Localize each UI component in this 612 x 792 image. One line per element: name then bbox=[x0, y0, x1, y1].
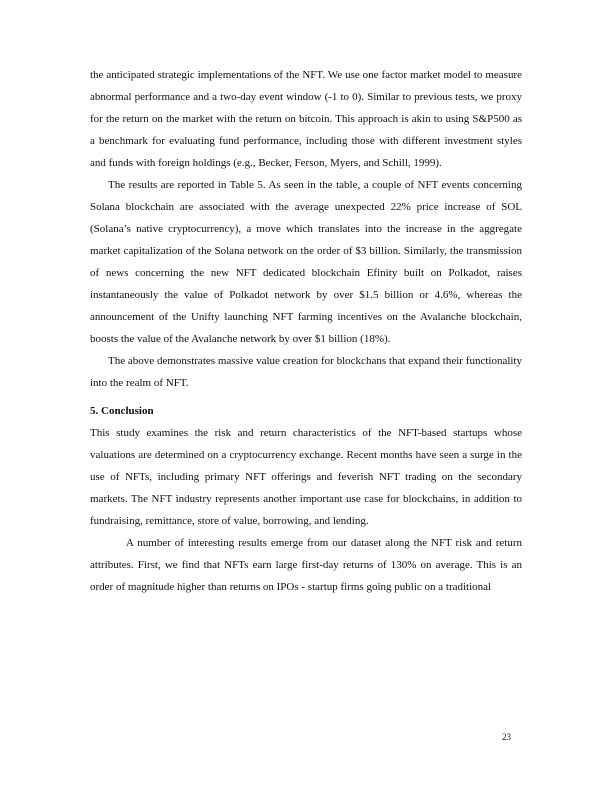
paragraph-continuation: the anticipated strategic implementations of the NFT. We use one factor market model to measure abnormal performance and a two-day event window (-1 to 0). Similar to previous tests, we proxy for the return on the market with the return on bitcoin. This approach is akin to using S&P500 as a benchmark for evaluating fund performance, including those with different investment styles and funds with foreign holdings (e.g., Becker, Ferson, Myers, and Schill, 1999). bbox=[90, 69, 522, 169]
paragraph-conclusion-results: A number of interesting results emerge from our dataset along the NFT risk and return attributes. First, we find that NFTs earn large first-day returns of 130% on average. This is an order of magnitude higher than returns on IPOs - startup firms going public on a traditional bbox=[90, 537, 522, 593]
section-heading-conclusion: 5. Conclusion bbox=[90, 405, 154, 417]
paragraph-value-creation: The above demonstrates massive value creation for blockchans that expand their functionality into the realm of NFT. bbox=[90, 355, 522, 389]
page-number: 23 bbox=[502, 732, 511, 742]
paragraph-results: The results are reported in Table 5. As seen in the table, a couple of NFT events concerning Solana blockchain are associated with the average unexpected 22% price increase of SOL (Solana’s native cryptocurrency), a move which translates into the increase in the aggregate market capitalization of the Solana network on the order of $3 billion. Similarly, the transmission of news concerning the new NFT dedicated blockchain Efinity built on Polkadot, raises instantaneously the value of Polkadot network by over $1.5 billion or 4.6%, whereas the announcement of the Unifty launching NFT farming incentives on the Avalanche blockchain, boosts the value of the Avalanche network by over $1 billion (18%). bbox=[90, 179, 522, 345]
page-body bbox=[90, 64, 522, 598]
paragraph-conclusion-intro: This study examines the risk and return characteristics of the NFT-based startups whose valuations are determined on a cryptocurrency exchange. Recent months have seen a surge in the use of NFTs, including primary NFT offerings and feverish NFT trading on the secondary markets. The NFT industry represents another important use case for blockchains, in addition to fundraising, remittance, store of value, borrowing, and lending. bbox=[90, 427, 522, 527]
